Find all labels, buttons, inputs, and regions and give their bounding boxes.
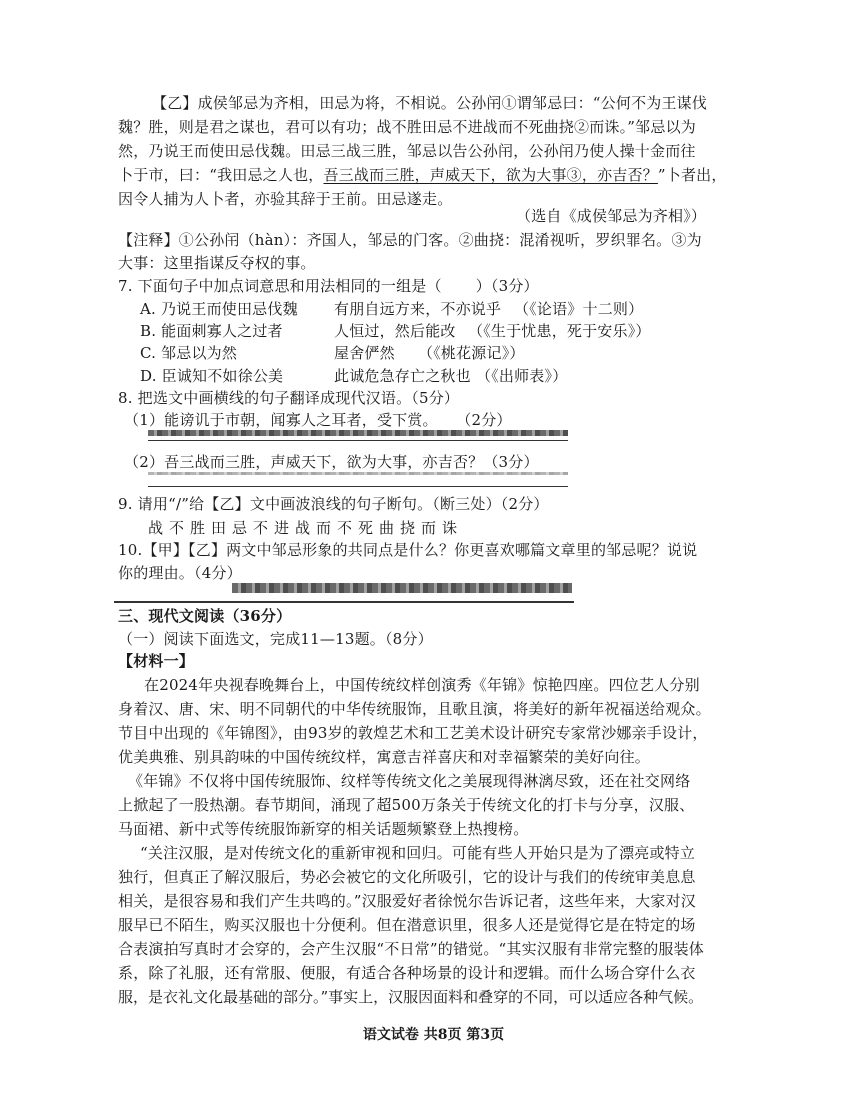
yi-source: （选自《成侯邹忌为齐相》） <box>516 207 707 225</box>
q7-d-source: （《出师表》） <box>476 367 568 385</box>
yi-line-4 <box>118 165 727 185</box>
yi-line-4-a: 卜于市，曰：“我田忌之人也， <box>118 166 324 184</box>
p1-line-2: 身着汉、唐、宋、明不同朝代的中华传统服饰，且歌且演，将美好的新年祝福送给观众。 <box>118 700 711 718</box>
q7-d-left: D. 臣诚知不如徐公美 <box>140 367 284 385</box>
p3-line-3: 相关，是很容易和我们产生共鸣的。”汉服爱好者徐悦尔告诉记者，这些年来，大家对汉 <box>118 892 696 910</box>
q10-line-2: 你的理由。（4分） <box>118 564 242 582</box>
p1-line-3: 节目中出现的《年锦图》，由93岁的敦煌艺术和工艺美术设计研究专家常沙娜亲手设计， <box>118 724 708 742</box>
q7-c-source: （《桃花源记》） <box>418 344 525 362</box>
p3-line-5: 合表演拍写真时才会穿的，会产生汉服“不日常”的错觉。“其实汉服有非常完整的服装体 <box>118 940 705 958</box>
q7-stem <box>118 276 539 296</box>
handwritten-answer-3 <box>232 583 572 593</box>
section-divider <box>114 601 574 603</box>
material-1-heading: 【材料一】 <box>118 652 195 670</box>
underlined-sentence: 吾三战而三胜，声威天下，欲为大事③，亦吉否？ <box>323 166 658 184</box>
section-3-subtitle: （一）阅读下面选文，完成11—13题。（8分） <box>118 630 433 648</box>
q7-a-source: （《论语》十二则） <box>514 300 644 318</box>
p2-line-2: 上掀起了一股热潮。春节期间，涌现了超500万条关于传统文化的打卡与分享，汉服、 <box>118 796 695 814</box>
q7-a-right: 有朋自远方来，不亦说乎 <box>334 300 502 318</box>
p3-line-7: 服，是衣礼文化最基础的部分。”事实上，汉服因面料和叠穿的不同，可以适应各种气候。 <box>118 988 704 1006</box>
p3-line-2: 独行，但真正了解汉服后，势必会被它的文化所吸引，它的设计与我们的传统审美息息 <box>118 868 696 886</box>
section-3-title: 三、现代文阅读（36分） <box>118 607 292 625</box>
q8-sub-2: （2）吾三战而三胜，声威天下，欲为大事，亦吉否？（3分） <box>124 453 539 471</box>
p3-line-4: 服早已不陌生，购买汉服也十分便利。但在潜意识里，很多人还是觉得它是在特定的场 <box>118 916 696 934</box>
q8-sub-1 <box>124 410 512 430</box>
q7-stem-end: ）（3分） <box>475 277 539 295</box>
p1-line-4: 优美典雅、别具韵味的中国传统纹样，寓意吉祥喜庆和对幸福繁荣的美好向往。 <box>118 748 651 766</box>
q7-a-left: A. 乃说王而使田忌伐魏 <box>140 300 298 318</box>
q7-b-source: （《生于忧患，死于安乐》） <box>468 322 651 340</box>
p3-line-1: “关注汉服，是对传统文化的重新审视和回归。可能有些人开始只是为了漂亮或特立 <box>140 844 696 862</box>
answer-line-1 <box>148 440 568 441</box>
q7-d-right: 此诚危急存亡之秋也 <box>334 367 471 385</box>
q8-sub-1-points: （2分） <box>463 411 512 429</box>
notes-line-2: 大事：这里指谋反夺权的事。 <box>118 254 316 272</box>
q7-c-left: C. 邹忌以为然 <box>140 344 238 362</box>
q9-stem: 9. 请用“/”给【乙】文中画波浪线的句子断句。（断三处）（2分） <box>118 495 549 513</box>
yi-line-3: 然，乃说王而使田忌伐魏。田忌三战三胜，邹忌以告公孙闬，公孙闬乃使人操十金而往 <box>118 142 696 160</box>
notes-line-1: 【注释】①公孙闬（hàn）：齐国人，邹忌的门客。②曲挠：混淆视听，罗织罪名。③为 <box>118 231 702 249</box>
q7-b-left: B. 能面刺寡人之过者 <box>140 322 283 340</box>
answer-line-2 <box>148 486 568 487</box>
yi-line-5: 因令人捕为人卜者，亦验其辞于王前。田忌遂走。 <box>118 190 453 208</box>
yi-line-4-c: ”卜者出， <box>657 166 727 184</box>
page-footer: 语文试卷 共8页 第3页 <box>362 1027 505 1043</box>
p2-line-1: 《年锦》不仅将中国传统服饰、纹样等传统文化之美展现得淋漓尽致，还在社交网络 <box>128 772 691 790</box>
yi-line-2: 魏？胜，则是君之谋也，君可以有功；战不胜田忌不进战而不死曲挠②而诛。”邹忌以为 <box>118 118 696 136</box>
q7-c-right: 屋舍俨然 <box>334 344 395 362</box>
q8-sub-1-text: （1）能谤讥于市朝，闻寡人之耳者，受下赏。 <box>124 411 438 429</box>
p2-line-3: 马面裙、新中式等传统服饰新穿的相关话题频繁登上热搜榜。 <box>118 820 529 838</box>
yi-line-1: 【乙】成侯邹忌为齐相，田忌为将，不相说。公孙闬①谓邹忌曰：“公何不为王谋伐 <box>152 94 708 112</box>
p3-line-6: 系，除了礼服，还有常服、便服，有适合各种场景的设计和逻辑。而什么场合穿什么衣 <box>118 964 696 982</box>
q9-sentence: 战不胜田忌不进战而不死曲挠而诛 <box>148 519 464 537</box>
q7-stem-text: 7. 下面句子中加点词意思和用法相同的一组是（ <box>118 277 442 295</box>
p1-line-1: 在2024年央视春晚舞台上，中国传统纹样创演秀《年锦》惊艳四座。四位艺人分别 <box>144 676 700 694</box>
handwritten-answer-2 <box>148 472 568 475</box>
q7-b-right: 人恒过，然后能改 <box>334 322 456 340</box>
q8-stem: 8. 把选文中画横线的句子翻译成现代汉语。（5分） <box>118 389 460 407</box>
handwritten-answer-1 <box>148 430 568 436</box>
q10-line-1: 10.【甲】【乙】两文中邹忌形象的共同点是什么？你更喜欢哪篇文章里的邹忌呢？说说 <box>118 541 698 559</box>
